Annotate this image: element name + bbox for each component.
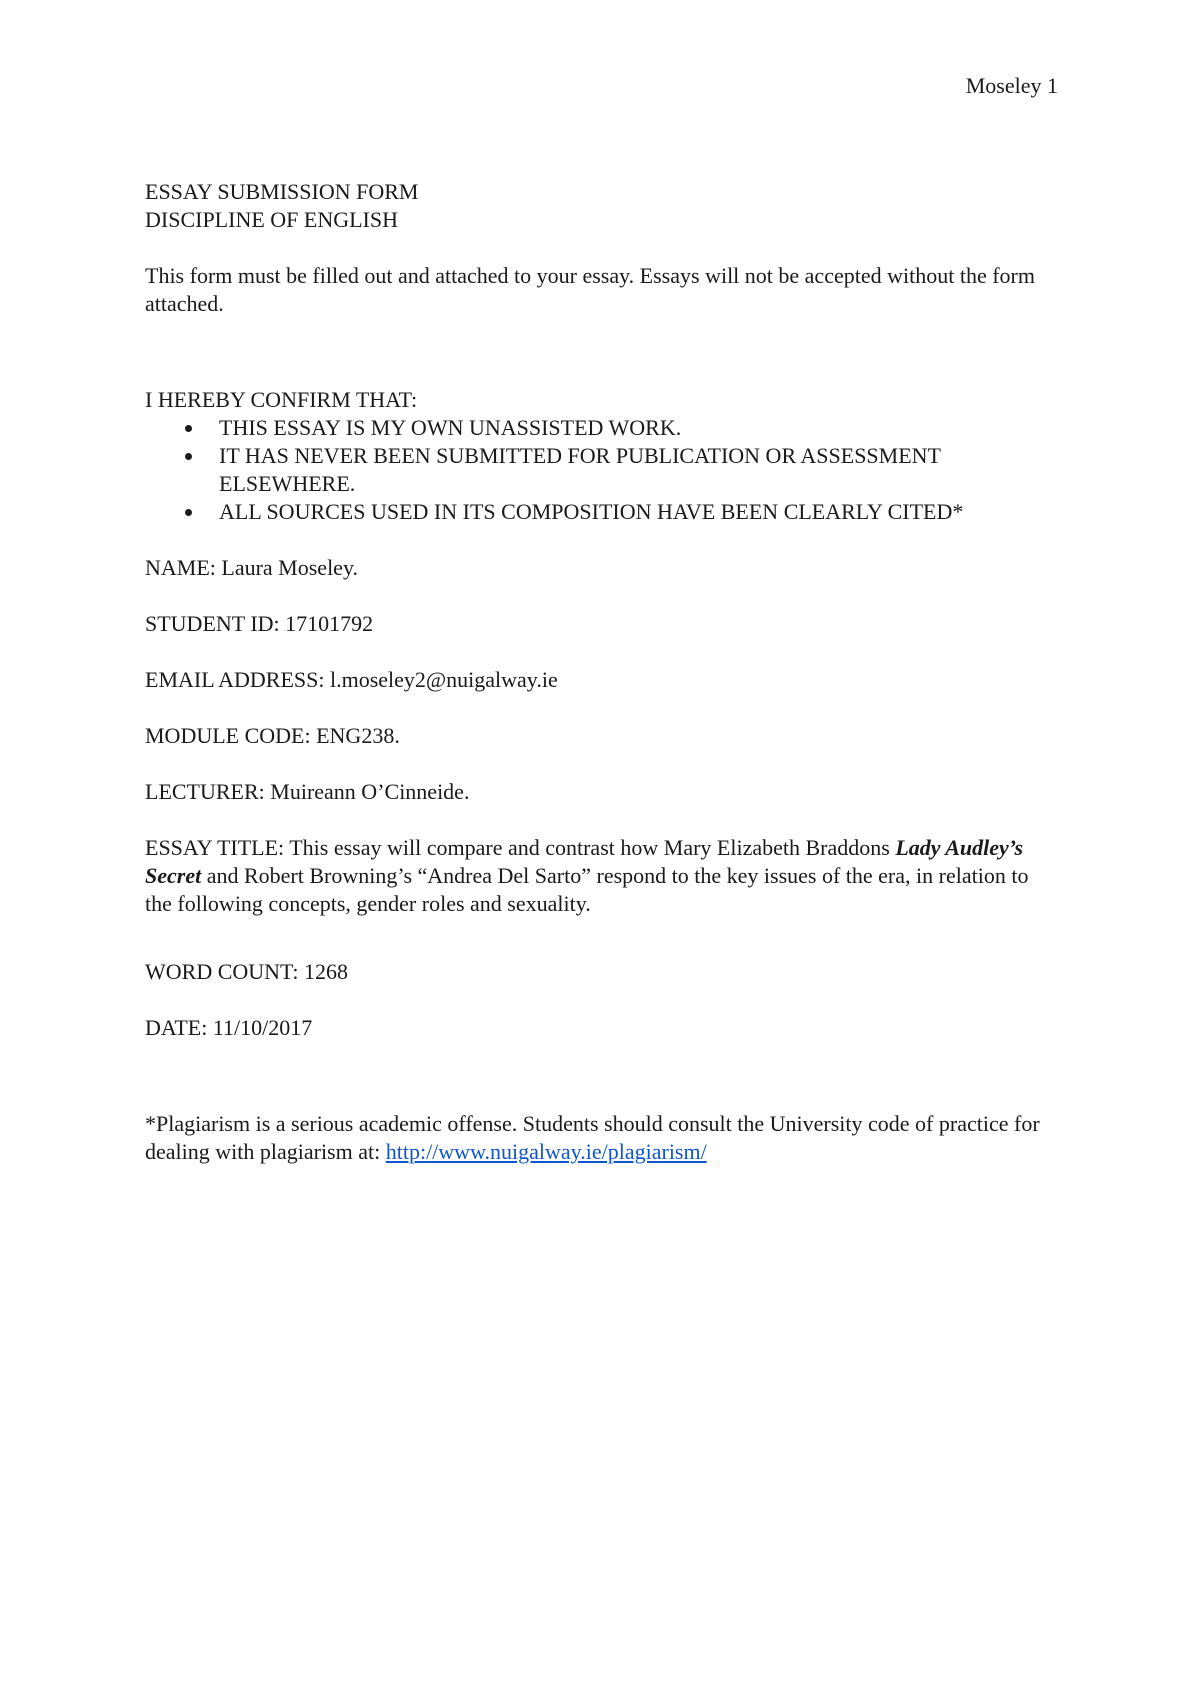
footnote-text: *Plagiarism is a serious academic offense. Students should consult the University code of practice for dealing with plagiarism at: <box>145 1111 1040 1164</box>
list-item <box>145 414 1060 442</box>
confirmation-text: THIS ESSAY IS MY OWN UNASSISTED WORK. <box>219 415 682 440</box>
form-discipline: DISCIPLINE OF ENGLISH <box>145 207 398 232</box>
student-id-field: STUDENT ID: 17101792 <box>145 611 374 636</box>
list-item <box>145 498 1060 526</box>
essay-title-suffix: and Robert Browning’s “Andrea Del Sarto” respond to the key issues of the era, in relation to the following concepts, gender roles and sexuality. <box>145 863 1029 916</box>
running-head: Moseley 1 <box>965 73 1058 98</box>
module-code-field: MODULE CODE: ENG238. <box>145 723 400 748</box>
spacer <box>145 526 1060 554</box>
form-instruction: This form must be filled out and attached to your essay. Essays will not be accepted without the form attached. <box>145 263 1035 316</box>
confirm-heading: I HEREBY CONFIRM THAT: <box>145 387 418 412</box>
bullet-icon <box>185 509 192 516</box>
lecturer-field: LECTURER: Muireann O’Cinneide. <box>145 779 470 804</box>
form-title: ESSAY SUBMISSION FORM <box>145 179 419 204</box>
email-field: EMAIL ADDRESS: l.moseley2@nuigalway.ie <box>145 667 558 692</box>
date-field: DATE: 11/10/2017 <box>145 1015 313 1040</box>
confirmation-list <box>145 414 1060 526</box>
spacer <box>145 318 1060 386</box>
bullet-icon <box>185 453 192 460</box>
essay-title-prefix: ESSAY TITLE: This essay will compare and contrast how Mary Elizabeth Braddons <box>145 835 896 860</box>
spacer <box>145 234 1060 262</box>
essay-title-field <box>145 834 1060 918</box>
confirmation-text: ALL SOURCES USED IN ITS COMPOSITION HAVE BEEN CLEARLY CITED* <box>219 499 964 524</box>
plagiarism-link[interactable]: http://www.nuigalway.ie/plagiarism/ <box>385 1139 707 1164</box>
plagiarism-footnote <box>145 1110 1060 1166</box>
essay-book-title: Lady Audley’s Secret <box>145 835 1024 888</box>
confirmation-text: IT HAS NEVER BEEN SUBMITTED FOR PUBLICATION OR ASSESSMENT ELSEWHERE. <box>219 443 941 496</box>
spacer <box>145 1070 1060 1110</box>
list-item <box>145 442 1060 498</box>
form-content <box>145 178 1060 1166</box>
name-field: NAME: Laura Moseley. <box>145 555 359 580</box>
bullet-icon <box>185 425 192 432</box>
word-count-field: WORD COUNT: 1268 <box>145 959 349 984</box>
